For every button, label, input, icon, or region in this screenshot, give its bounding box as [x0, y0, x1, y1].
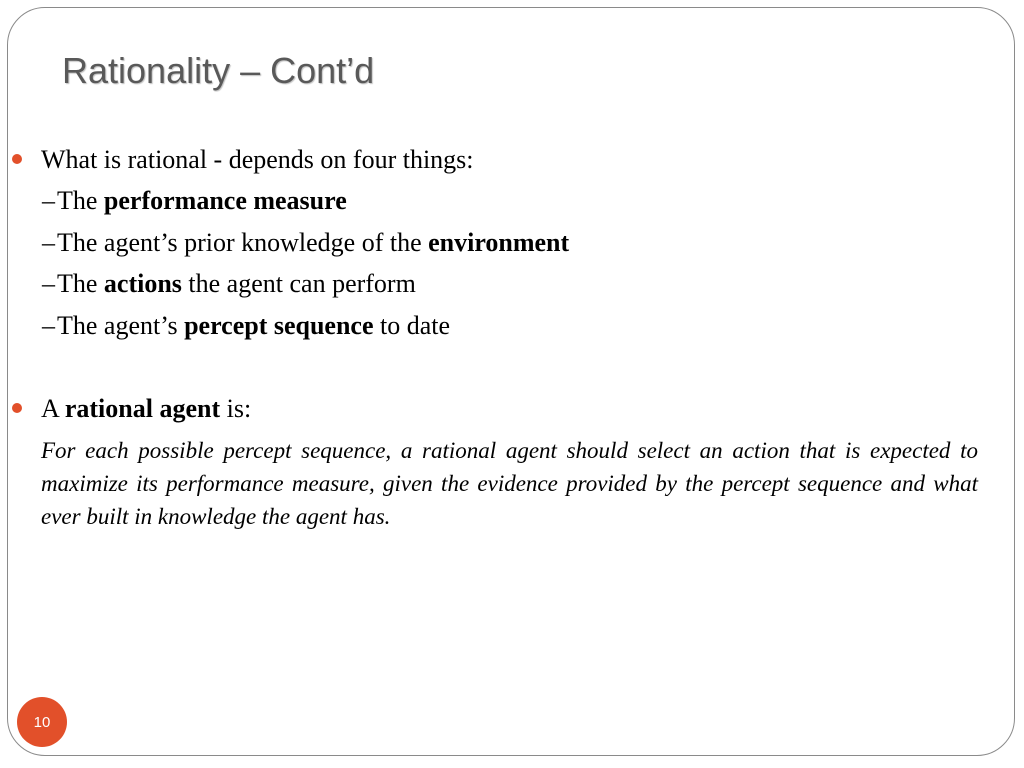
dash-marker: – — [42, 228, 55, 257]
sub-item-text: to date — [373, 311, 451, 340]
sub-item-percept-sequence — [42, 311, 450, 341]
rational-agent-definition: For each possible percept sequence, a rational agent should select an action that is expected to maximize its performance measure, given the evidence provided by the percept sequence and what ever built in knowledge the agent has. — [41, 438, 978, 529]
dash-marker: – — [42, 186, 55, 215]
bullet-text: A — [41, 394, 65, 423]
dash-marker: – — [42, 269, 55, 298]
sub-item-performance-measure — [42, 186, 347, 216]
sub-item-environment — [42, 228, 569, 258]
slide-title: Rationality – Cont’d — [62, 50, 375, 91]
sub-item-text: The — [57, 269, 104, 298]
sub-item-text: The agent’s prior knowledge of the — [57, 228, 429, 257]
slide-frame — [7, 7, 1015, 756]
bullet-four-things: What is rational - depends on four things: — [41, 145, 474, 174]
sub-item-text: The agent’s — [57, 311, 185, 340]
bullet-text: is: — [220, 394, 252, 423]
sub-item-actions — [42, 269, 416, 299]
sub-item-bold: percept sequence — [184, 311, 374, 340]
dash-marker: – — [42, 311, 55, 340]
sub-item-bold: environment — [428, 228, 570, 257]
bullet-bold: rational agent — [64, 394, 221, 423]
bullet-dot-icon — [12, 403, 22, 413]
page-number-badge: 10 — [17, 697, 67, 747]
bullet-dot-icon — [12, 154, 22, 164]
sub-item-bold: performance measure — [103, 186, 347, 215]
sub-item-text: The — [57, 186, 104, 215]
sub-item-bold: actions — [103, 269, 182, 298]
sub-item-text: the agent can perform — [181, 269, 416, 298]
bullet-rational-agent — [41, 394, 251, 424]
